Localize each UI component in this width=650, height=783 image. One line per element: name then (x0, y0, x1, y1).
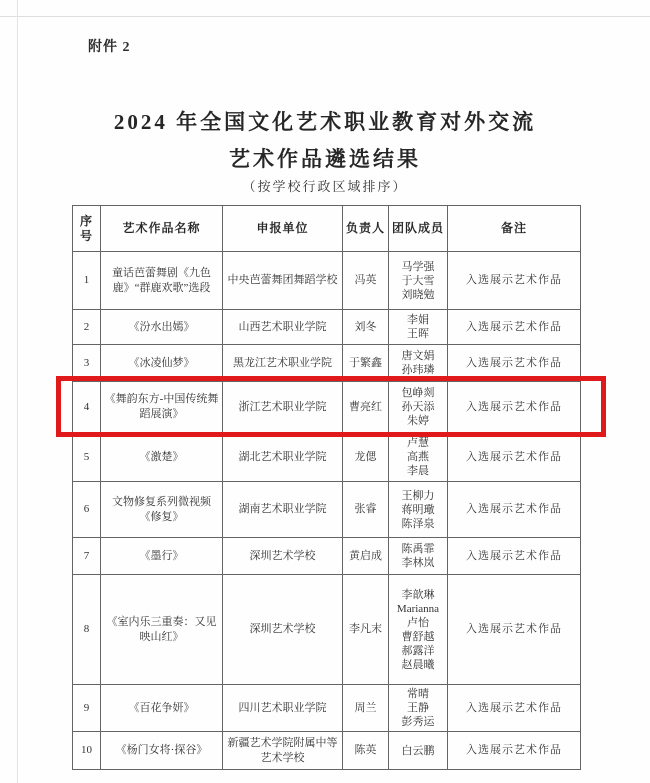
remark: 入选展示艺术作品 (448, 575, 581, 685)
sort-order-note: （按学校行政区域排序） (242, 179, 408, 194)
member-name: Marianna (396, 602, 440, 615)
row-number: 5 (73, 433, 101, 482)
remark: 入选展示艺术作品 (448, 382, 581, 433)
applicant-unit: 新疆艺术学院附属中等艺术学校 (223, 732, 343, 770)
column-header-no: 序号 (73, 206, 101, 252)
row-number: 4 (73, 382, 101, 433)
table-row (73, 538, 581, 575)
table-row (73, 433, 581, 482)
table-row (73, 732, 581, 770)
member-name: 卢怡 (407, 616, 429, 629)
work-title: 《百花争妍》 (101, 685, 223, 732)
remark: 入选展示艺术作品 (448, 482, 581, 538)
row-number: 9 (73, 685, 101, 732)
member-name: 彭秀运 (401, 716, 435, 728)
member-name: 孙玮璘 (401, 364, 435, 376)
remark: 入选展示艺术作品 (448, 252, 581, 310)
applicant-unit: 浙江艺术职业学院 (223, 382, 343, 433)
page-edge-line-top (0, 16, 650, 17)
row-number: 1 (73, 252, 101, 310)
member-name: 李晨 (407, 465, 429, 477)
work-title: 《舞韵东方-中国传统舞蹈展演》 (101, 382, 223, 433)
team-members (389, 575, 448, 685)
leader-name: 黄启成 (343, 538, 389, 575)
row-number: 6 (73, 482, 101, 538)
document-title (0, 104, 650, 178)
member-name: 王静 (407, 702, 429, 714)
team-members (389, 252, 448, 310)
team-members (389, 685, 448, 732)
member-name: 高燕 (407, 451, 429, 463)
results-table (72, 205, 581, 770)
row-number: 3 (73, 345, 101, 382)
member-name: 王柳力 (401, 489, 435, 502)
applicant-unit: 四川艺术职业学院 (223, 685, 343, 732)
member-name: 李歆琳 (401, 588, 435, 601)
member-name: 白云鹏 (401, 744, 435, 757)
member-name: 蒋明璥 (401, 503, 435, 516)
leader-name: 于繁鑫 (343, 345, 389, 382)
team-members (389, 310, 448, 345)
member-name: 马学强 (401, 260, 435, 273)
remark: 入选展示艺术作品 (448, 538, 581, 575)
work-title: 《杨门女将·探谷》 (101, 732, 223, 770)
applicant-unit: 山西艺术职业学院 (223, 310, 343, 345)
member-name: 孙天添 (401, 401, 435, 413)
remark: 入选展示艺术作品 (448, 433, 581, 482)
member-name: 李林岚 (401, 557, 435, 569)
table-row (73, 252, 581, 310)
leader-name: 刘冬 (343, 310, 389, 345)
team-members (389, 538, 448, 575)
remark: 入选展示艺术作品 (448, 732, 581, 770)
table-row (73, 482, 581, 538)
applicant-unit: 湖南艺术职业学院 (223, 482, 343, 538)
member-name: 包峥剡 (401, 387, 435, 399)
applicant-unit: 深圳艺术学校 (223, 538, 343, 575)
applicant-unit: 黑龙江艺术职业学院 (223, 345, 343, 382)
document-title-line-2: 艺术作品遴选结果 (229, 147, 421, 171)
attachment-label: 附件 2 (88, 40, 131, 55)
column-header-unit: 申报单位 (223, 206, 343, 252)
table-row (73, 345, 581, 382)
remark: 入选展示艺术作品 (448, 310, 581, 345)
table-row (73, 685, 581, 732)
leader-name: 李凡末 (343, 575, 389, 685)
team-members (389, 345, 448, 382)
member-name: 于大雪 (401, 274, 435, 287)
applicant-unit: 湖北艺术职业学院 (223, 433, 343, 482)
work-title: 《室内乐三重奏：又见映山红》 (101, 575, 223, 685)
member-name: 曹舒越 (401, 630, 435, 643)
member-name: 陈禹霏 (401, 543, 435, 555)
row-number: 2 (73, 310, 101, 345)
work-title: 童话芭蕾舞剧《九色鹿》“群鹿欢歌”选段 (101, 252, 223, 310)
column-header-members: 团队成员 (389, 206, 448, 252)
applicant-unit: 中央芭蕾舞团舞蹈学校 (223, 252, 343, 310)
table-row-highlighted (73, 382, 581, 433)
leader-name: 曹亮红 (343, 382, 389, 433)
column-header-note: 备注 (448, 206, 581, 252)
work-title: 《汾水出嫣》 (101, 310, 223, 345)
row-number: 10 (73, 732, 101, 770)
remark: 入选展示艺术作品 (448, 685, 581, 732)
remark: 入选展示艺术作品 (448, 345, 581, 382)
leader-name: 冯英 (343, 252, 389, 310)
work-title: 《激楚》 (101, 433, 223, 482)
member-name: 卢慧 (407, 437, 429, 449)
member-name: 唐文娟 (401, 350, 435, 362)
work-title: 《冰凌仙梦》 (101, 345, 223, 382)
work-title: 文物修复系列微视频《修复》 (101, 482, 223, 538)
table-row (73, 310, 581, 345)
member-name: 朱婷 (407, 415, 429, 427)
member-name: 陈泽泉 (401, 517, 435, 530)
team-members (389, 433, 448, 482)
member-name: 王晖 (407, 328, 429, 340)
table-header-row (73, 206, 581, 252)
member-name: 李娟 (407, 314, 429, 326)
member-name: 郝露洋 (401, 644, 435, 657)
table-row (73, 575, 581, 685)
team-members (389, 482, 448, 538)
column-header-work: 艺术作品名称 (101, 206, 223, 252)
team-members (389, 732, 448, 770)
work-title: 《墨行》 (101, 538, 223, 575)
applicant-unit: 深圳艺术学校 (223, 575, 343, 685)
leader-name: 陈英 (343, 732, 389, 770)
row-number: 8 (73, 575, 101, 685)
member-name: 赵晨曦 (401, 658, 435, 671)
member-name: 刘晓勉 (401, 288, 435, 301)
row-number: 7 (73, 538, 101, 575)
team-members (389, 382, 448, 433)
leader-name: 张睿 (343, 482, 389, 538)
document-title-line-1: 2024 年全国文化艺术职业教育对外交流 (113, 110, 537, 134)
member-name: 常晴 (407, 688, 429, 700)
column-header-leader: 负责人 (343, 206, 389, 252)
leader-name: 周兰 (343, 685, 389, 732)
leader-name: 龙偲 (343, 433, 389, 482)
